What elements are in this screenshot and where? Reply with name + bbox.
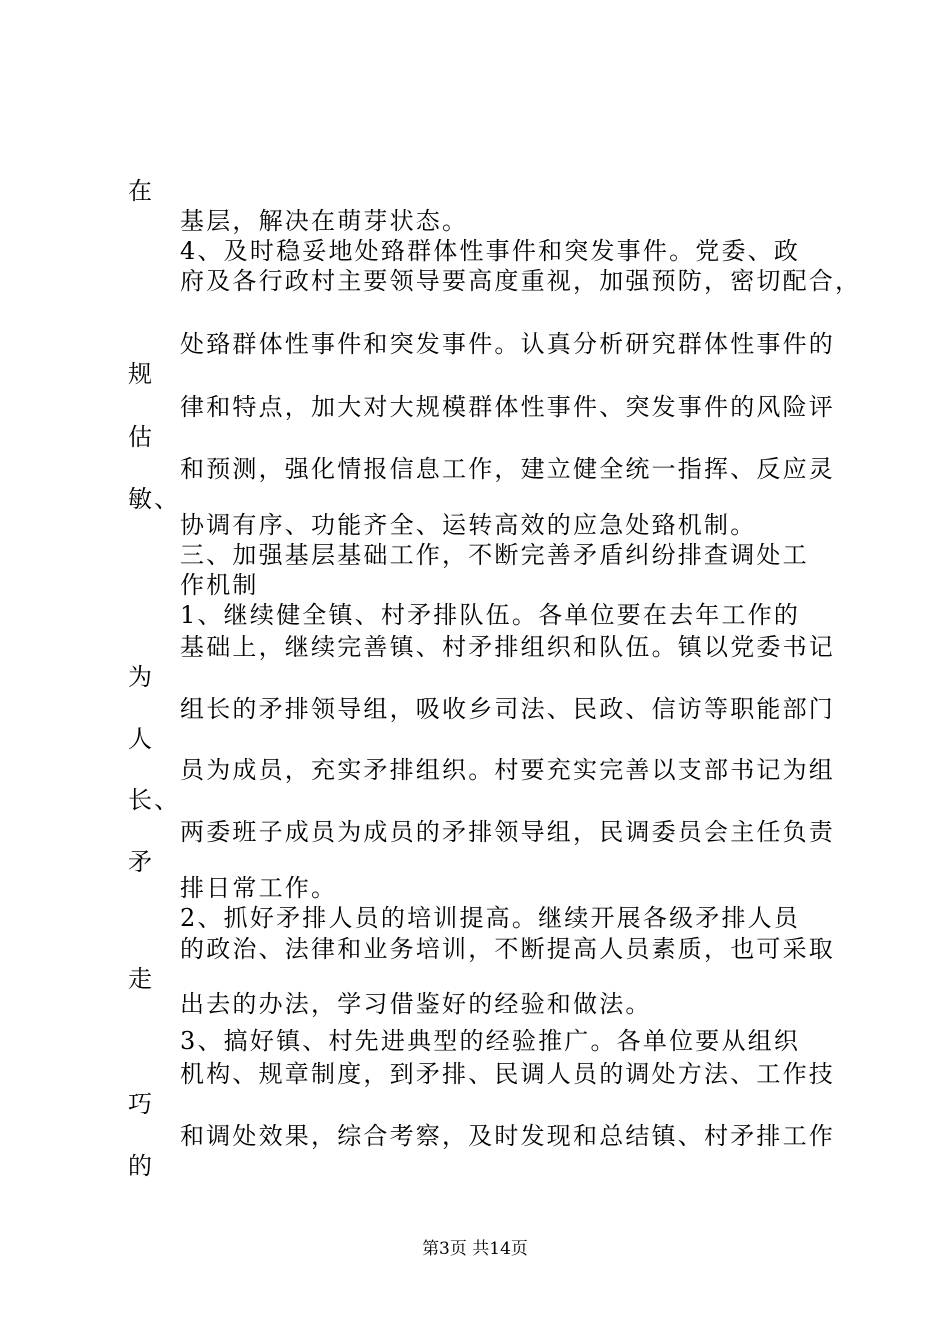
text-line: 巧 (128, 1090, 155, 1118)
text-line: 和预测，强化情报信息工作，建立健全统一指挥、反应灵 (180, 455, 835, 483)
text-line: 律和特点，加大对大规模群体性事件、突发事件的风险评 (180, 393, 835, 421)
text-line: 排日常工作。 (180, 874, 338, 902)
text-line: 处臵群体性事件和突发事件。认真分析研究群体性事件的 (180, 330, 835, 358)
text-line: 机构、规章制度，到矛排、民调人员的调处方法、工作技 (180, 1060, 835, 1088)
text-line: 员为成员，充实矛排组织。村要充实完善以支部书记为组 (180, 756, 835, 784)
text-line: 组长的矛排领导组，吸收乡司法、民政、信访等职能部门 (180, 695, 835, 723)
text-line: 三、加强基层基础工作，不断完善矛盾纠纷排查调处工 (180, 541, 809, 569)
text-line: 和调处效果，综合考察，及时发现和总结镇、村矛排工作 (180, 1122, 835, 1150)
page-number-footer: 第3页 共14页 (422, 1239, 528, 1259)
text-line: 规 (128, 360, 155, 388)
text-line: 为 (128, 663, 155, 691)
text-line: 1、继续健全镇、村矛排队伍。各单位要在去年工作的 (180, 601, 801, 629)
text-line: 的 (128, 1152, 155, 1180)
text-line: 在 (128, 177, 155, 205)
text-line: 作机制 (180, 571, 259, 599)
text-line: 走 (128, 965, 155, 993)
text-line: 敏、 (128, 485, 181, 513)
text-line: 基础上，继续完善镇、村矛排组织和队伍。镇以党委书记 (180, 633, 835, 661)
text-line: 矛 (128, 848, 155, 876)
text-line: 府及各行政村主要领导要高度重视，加强预防，密切配合， (180, 267, 862, 295)
text-line: 人 (128, 725, 155, 753)
text-line: 两委班子成员为成员的矛排领导组，民调委员会主任负责 (180, 818, 835, 846)
text-line: 协调有序、功能齐全、运转高效的应急处臵机制。 (180, 511, 757, 539)
text-line: 基层，解决在萌芽状态。 (180, 207, 469, 235)
text-line: 4、及时稳妥地处臵群体性事件和突发事件。党委、政 (180, 237, 801, 265)
text-line: 估 (128, 423, 155, 451)
text-line: 长、 (128, 786, 181, 814)
text-line: 的政治、法律和业务培训，不断提高人员素质，也可采取 (180, 935, 835, 963)
text-line: 3、搞好镇、村先进典型的经验推广。各单位要从组织 (180, 1027, 801, 1055)
text-line: 出去的办法，学习借鉴好的经验和做法。 (180, 990, 652, 1018)
text-line: 2、抓好矛排人员的培训提高。继续开展各级矛排人员 (180, 904, 801, 932)
